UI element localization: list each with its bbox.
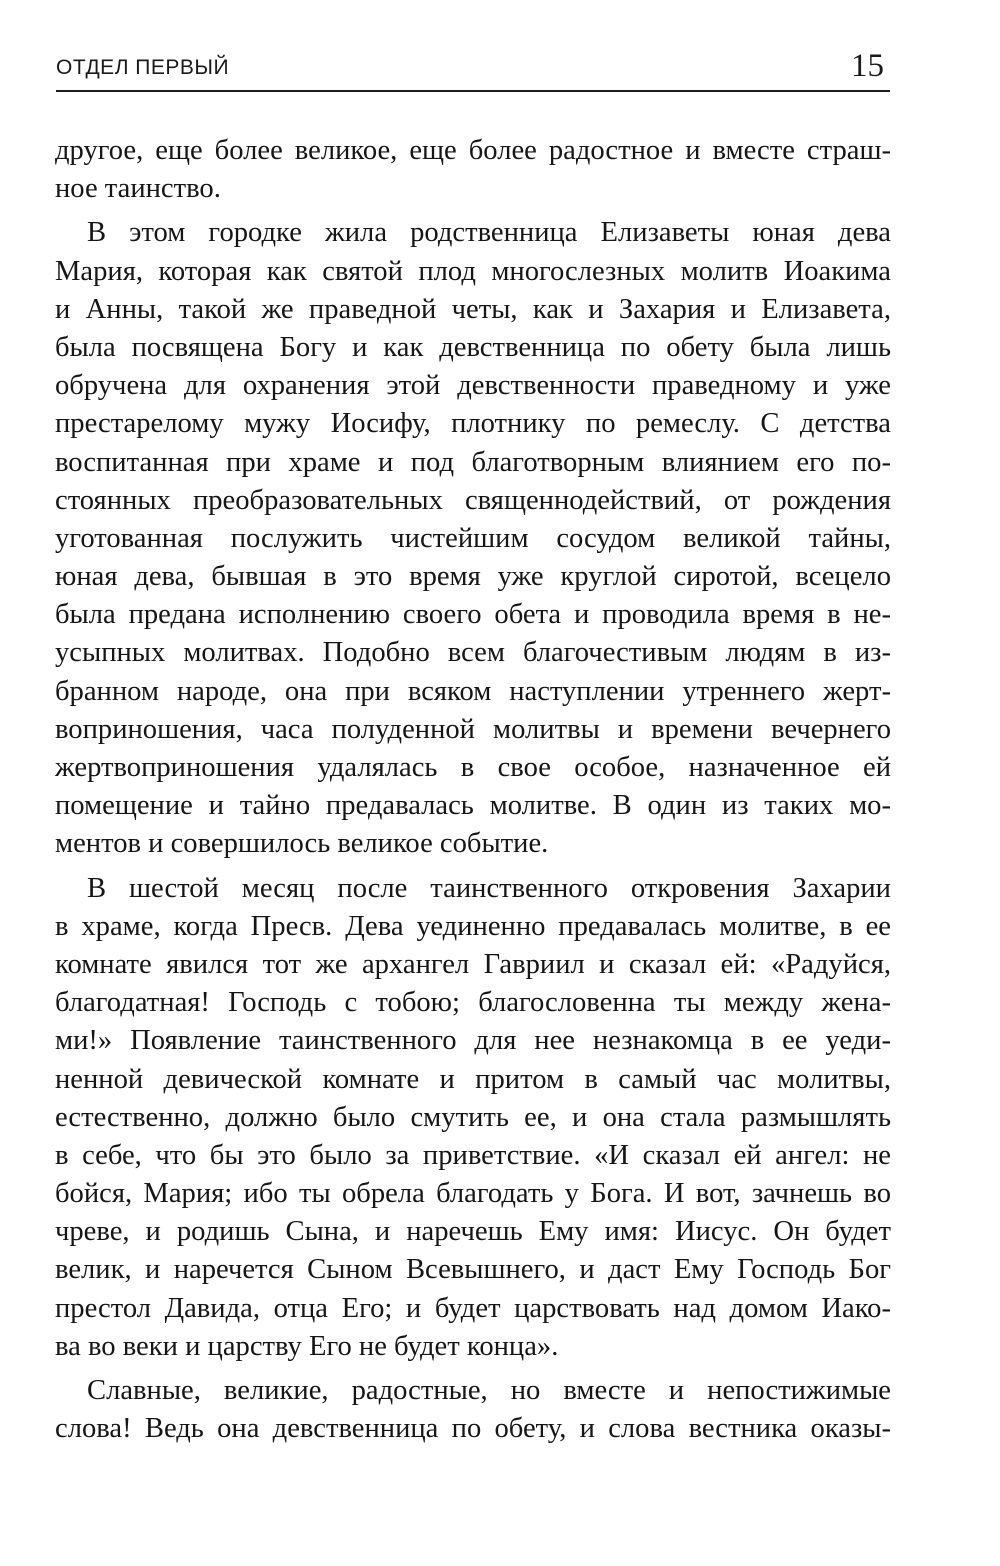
text-line: помещение и тайно предавалась молитве. В один из таких мо- [55, 790, 891, 822]
text-line: ва во веки и царству Его не будет конца». [55, 1330, 559, 1362]
paragraph [55, 132, 891, 208]
text-line: жертвоприношения удалялась в свое особое, назначенное ей [55, 752, 891, 783]
text-line: бранном народе, она при всяком наступлении утреннего жерт- [55, 675, 891, 707]
body-text [55, 132, 891, 1448]
text-line: престол Давида, отца Его; и будет царствовать над домом Иако- [55, 1292, 891, 1324]
text-line: ментов и совершилось великое событие. [55, 828, 549, 860]
text-line: слова! Ведь она девственница по обету, и слова вестника оказы- [55, 1413, 891, 1445]
section-title: ОТДЕЛ ПЕРВЫЙ [56, 56, 230, 79]
text-line: в себе, что бы это было за приветствие. «И сказал ей ангел: не [55, 1139, 891, 1171]
text-line: обручена для охранения этой девственности праведному и уже [55, 370, 891, 402]
running-header [56, 44, 890, 92]
text-line: естественно, должно было смутить ее, и она стала размышлять [55, 1101, 891, 1133]
text-line: ми!» Появление таинственного для нее незнакомца в ее уеди- [55, 1025, 891, 1057]
text-line: была предана исполнению своего обета и проводила время в не- [55, 599, 891, 631]
text-line: и Анны, такой же праведной четы, как и Захария и Елизавета, [55, 293, 891, 325]
text-line: бойся, Мария; ибо ты обрела благодать у Бога. И вот, зачнешь во [55, 1178, 891, 1210]
text-line: ненной девической комнате и притом в самый час молитвы, [55, 1063, 891, 1095]
text-line: была посвящена Богу и как девственница по обету была лишь [55, 331, 891, 363]
paragraph [55, 870, 891, 1366]
text-line: Славные, великие, радостные, но вместе и непостижимые [87, 1375, 891, 1406]
text-line: В шестой месяц после таинственного откровения Захарии [87, 872, 891, 904]
paragraph [55, 214, 891, 863]
text-line: усыпных молитвах. Подобно всем благочестивым людям в из- [55, 637, 891, 669]
text-line: стоянных преобразовательных священнодействий, от рождения [55, 484, 891, 516]
text-line: воспитанная при храме и под благотворным влиянием его по- [55, 446, 891, 478]
text-line: воприношения, часа полуденной молитвы и времени вечернего [55, 713, 891, 745]
text-line: ное таинство. [55, 173, 221, 205]
text-line: престарелому мужу Иосифу, плотнику по ремеслу. С детства [55, 408, 891, 440]
text-line: комнате явился тот же архангел Гавриил и сказал ей: «Радуйся, [55, 948, 891, 980]
text-line: в храме, когда Пресв. Дева уединенно предавалась молитве, в ее [55, 910, 891, 942]
text-line: уготованная послужить чистейшим сосудом великой тайны, [55, 522, 891, 554]
paragraph [55, 1372, 891, 1448]
text-line: велик, и наречется Сыном Всевышнего, и даст Ему Господь Бог [55, 1254, 891, 1286]
text-line: благодатная! Господь с тобою; благословенна ты между жена- [55, 987, 891, 1019]
text-line: чреве, и родишь Сына, и наречешь Ему имя: Иисус. Он будет [55, 1216, 891, 1248]
text-line: В этом городке жила родственница Елизаветы юная дева [87, 217, 891, 249]
text-line: Мария, которая как святой плод многослезных молитв Иоакима [55, 255, 891, 287]
page-number: 15 [851, 48, 884, 84]
text-line: другое, еще более великое, еще более радостное и вместе страш- [55, 135, 891, 166]
text-line: юная дева, бывшая в это время уже круглой сиротой, всецело [55, 561, 891, 593]
